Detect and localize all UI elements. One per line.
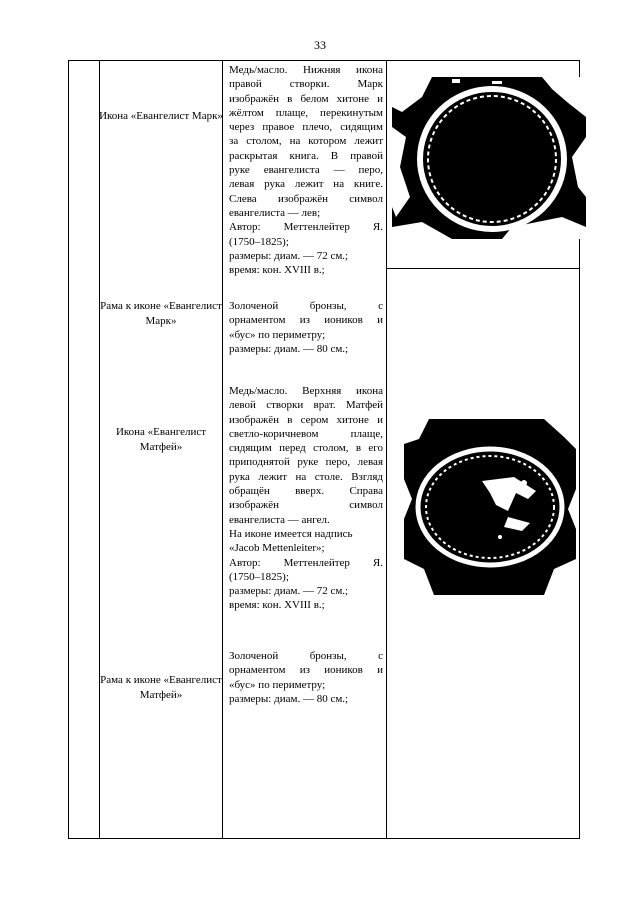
photo-mark-icon (392, 77, 586, 239)
item-description-mark-frame: Золоченой бронзы, с орнаментом из иоников и «бус» по периметру; размеры: диам. — 80 см.; (229, 300, 383, 355)
image-cell-divider (386, 268, 579, 269)
item-description-mark-icon: Медь/масло. Нижняя икона правой створки. Марк изображён в белом хитоне и жёлтом плаще, перекинутым через правое плечо, сидящим за столом, на котором лежит раскрытая книга. В правой руке евангелиста — перо, левая рука лежит на книге. Слева изображён символ евангелиста — лев; Автор: Меттенлейтер Я. (1750–1825); размеры: диам. — 72 см.; время: кон. XVIII в.; (229, 64, 383, 277)
column-divider (386, 61, 387, 838)
item-description-matthew-frame: Золоченой бронзы, с орнаментом из иоников и «бус» по периметру; размеры: диам. — 80 см.; (229, 650, 383, 705)
item-name-matthew-frame: Рама к иконе «Евангелист Матфей» (100, 674, 222, 701)
page-number: 33 (314, 38, 326, 52)
item-description-matthew-icon: Медь/масло. Верхняя икона левой створки врат. Матфей изображён в сером хитоне и светло-коричневом плаще, сидящим перед столом, в его приподнятой руке перо, левая рука лежит на столе. Взгляд обращён вверх. Справа изображён символ евангелиста — ангел. На иконе имеется надпись «Jacob Mettenleiter»; Автор: Меттенлейтер Я. (1750–1825); размеры: диам. — 72 см.; время: кон. XVIII в.; (229, 385, 383, 612)
item-name-mark-icon: Икона «Евангелист Марк» (99, 110, 223, 122)
photo-matthew-icon (404, 419, 576, 595)
item-name-mark-frame: Рама к иконе «Евангелист Марк» (100, 300, 222, 327)
inventory-table (68, 60, 580, 839)
item-name-matthew-icon: Икона «Евангелист Матфей» (115, 426, 207, 453)
